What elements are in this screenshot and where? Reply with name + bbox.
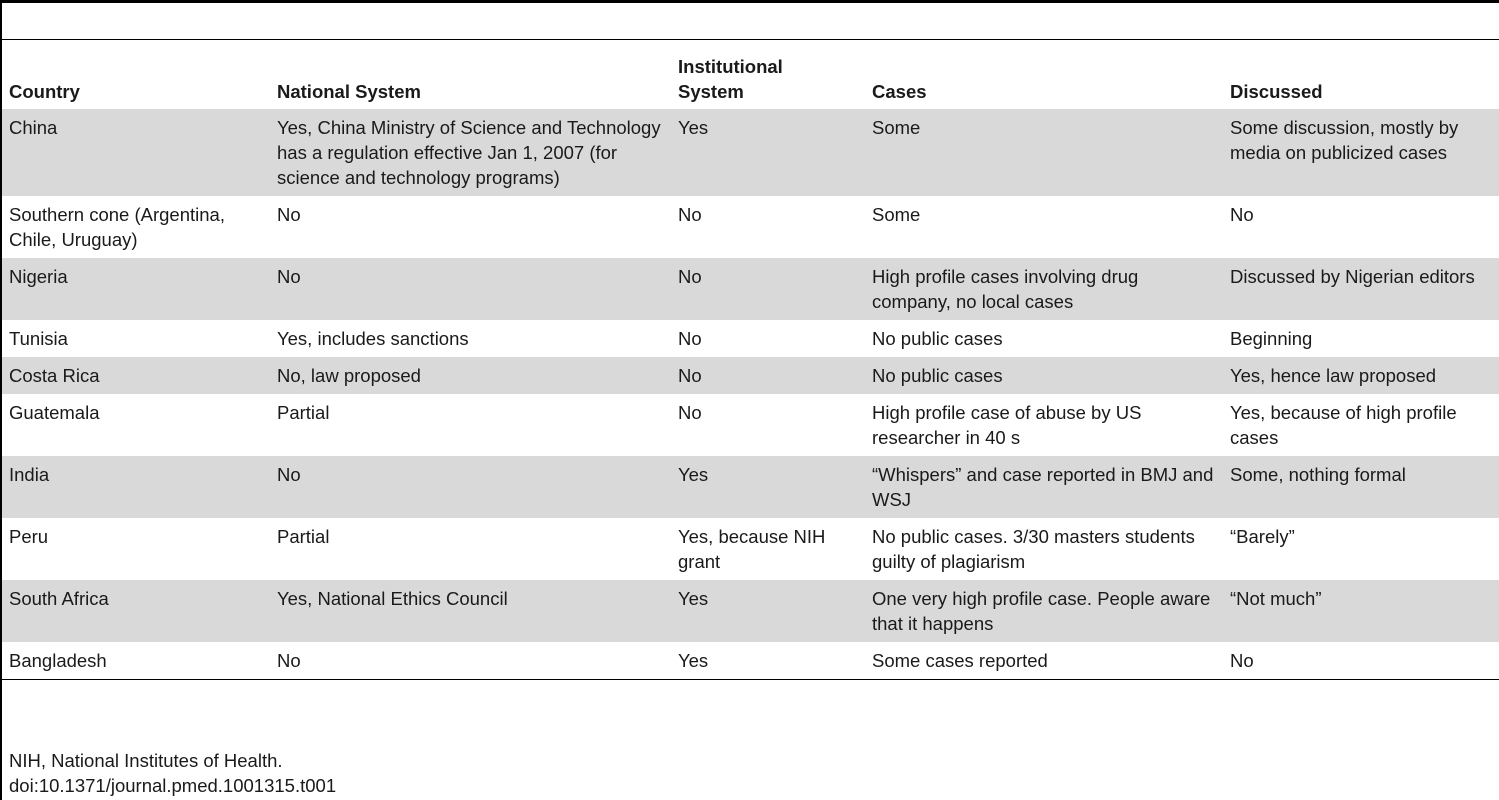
cell-institutional-system: No [671, 258, 865, 320]
cell-country: India [2, 456, 270, 518]
table-row [2, 456, 1499, 518]
cell-cases: Some [872, 204, 921, 225]
cell-institutional-system: Yes [671, 642, 865, 680]
table-footnote [9, 748, 336, 798]
cell-cases: Some [865, 109, 1223, 196]
header-cases: Cases [872, 81, 927, 102]
footnote-doi: doi:10.1371/journal.pmed.1001315.t001 [9, 775, 337, 796]
table-row [2, 320, 1499, 357]
header-row [2, 46, 1499, 109]
cell-national-system: Partial [277, 402, 330, 423]
cell-national-system: Yes, China Ministry of Science and Technology has a regulation effective Jan 1, 2007 (for science and technology programs) [270, 109, 671, 196]
header-country: Country [9, 81, 80, 102]
cell-discussed: Yes, hence law proposed [1223, 357, 1499, 394]
table-row [2, 394, 1499, 456]
table-header [2, 46, 1499, 109]
cell-country: Costa Rica [2, 357, 270, 394]
cell-discussed: Discussed by Nigerian editors [1223, 258, 1499, 320]
cell-country: Nigeria [2, 258, 270, 320]
cell-discussed: Beginning [1230, 328, 1313, 349]
cell-institutional-system: Yes, because NIH grant [678, 526, 826, 572]
table-row [2, 196, 1499, 258]
cell-country: Tunisia [9, 328, 68, 349]
cell-national-system: No [270, 642, 671, 680]
cell-country: Peru [9, 526, 49, 547]
cell-cases: No public cases [872, 328, 1003, 349]
cell-country: China [2, 109, 270, 196]
header-institutional-system [671, 46, 865, 109]
research-integrity-table [2, 46, 1499, 680]
cell-discussed: No [1223, 642, 1499, 680]
table-row [2, 109, 1499, 196]
cell-national-system: No [270, 258, 671, 320]
cell-cases: No public cases [865, 357, 1223, 394]
cell-cases: One very high profile case. People aware that it happens [865, 580, 1223, 642]
cell-institutional-system: Yes [671, 109, 865, 196]
cell-national-system: Yes, includes sanctions [277, 328, 469, 349]
table-row [2, 357, 1499, 394]
table-row [2, 642, 1499, 680]
cell-institutional-system: No [678, 328, 702, 349]
table-row [2, 580, 1499, 642]
table-row [2, 518, 1499, 580]
header-national-system: National System [277, 81, 421, 102]
cell-institutional-system: No [678, 402, 702, 423]
cell-discussed: Some discussion, mostly by media on publicized cases [1223, 109, 1499, 196]
cell-national-system: Yes, National Ethics Council [270, 580, 671, 642]
header-institutional-line2: System [678, 81, 744, 102]
cell-national-system: No [277, 204, 301, 225]
cell-institutional-system: Yes [671, 456, 865, 518]
cell-country: South Africa [2, 580, 270, 642]
cell-national-system: No [270, 456, 671, 518]
header-discussed: Discussed [1230, 81, 1323, 102]
cell-country: Bangladesh [2, 642, 270, 680]
cell-discussed: “Not much” [1223, 580, 1499, 642]
footnote-abbreviation: NIH, National Institutes of Health. [9, 750, 283, 771]
cell-national-system: Partial [277, 526, 330, 547]
cell-cases: “Whispers” and case reported in BMJ and WSJ [865, 456, 1223, 518]
cell-institutional-system: No [678, 204, 702, 225]
cell-country: Southern cone (Argentina, Chile, Uruguay) [9, 204, 225, 250]
cell-cases: No public cases. 3/30 masters students guilty of plagiarism [872, 526, 1195, 572]
cell-cases: Some cases reported [865, 642, 1223, 680]
header-institutional-line1: Institutional [678, 56, 783, 77]
cell-cases: High profile case of abuse by US researcher in 40 s [872, 402, 1142, 448]
cell-institutional-system: Yes [671, 580, 865, 642]
cell-discussed: No [1230, 204, 1254, 225]
cell-institutional-system: No [671, 357, 865, 394]
cell-national-system: No, law proposed [270, 357, 671, 394]
cell-discussed: “Barely” [1230, 526, 1295, 547]
table-body [2, 109, 1499, 680]
cell-discussed: Some, nothing formal [1223, 456, 1499, 518]
cell-discussed: Yes, because of high profile cases [1230, 402, 1457, 448]
cell-country: Guatemala [9, 402, 100, 423]
cell-cases: High profile cases involving drug company, no local cases [865, 258, 1223, 320]
table-row [2, 258, 1499, 320]
header-rule [0, 39, 1499, 40]
top-rule [0, 0, 1499, 3]
